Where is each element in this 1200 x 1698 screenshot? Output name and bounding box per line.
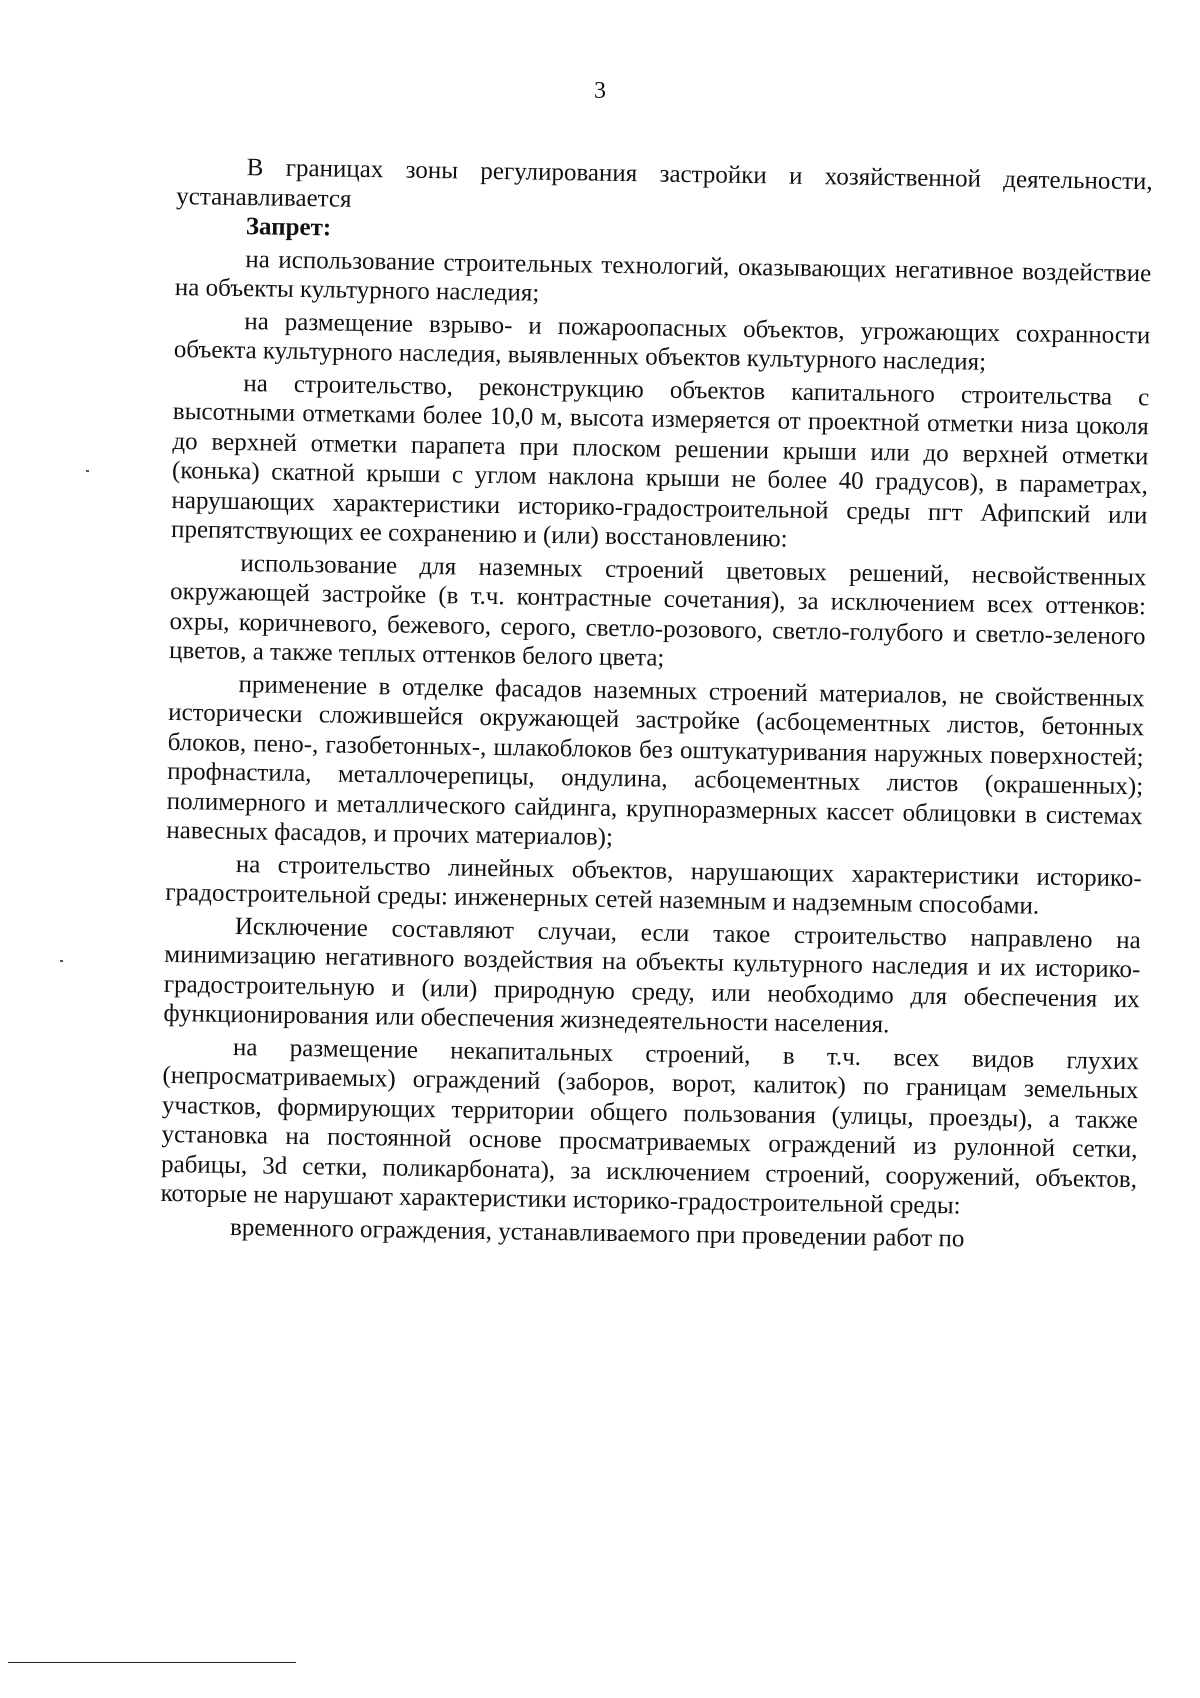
document-body [160, 152, 1153, 1259]
paragraph-temporary-fencing: временного ограждения, устанавливаемого при проведении работ по [229, 1213, 965, 1252]
paragraph-construction-technologies: на использование строительных технологий, оказывающих негативное воздействие на объекты культурного наследия; [174, 245, 1152, 307]
scan-speck [60, 960, 63, 962]
prohibition-heading: Запрет: [245, 213, 332, 242]
paragraph-non-capital-structures: на размещение некапитальных строений, в т.ч. всех видов глухих (непросматриваемых) ограждений (заборов, ворот, калиток) по границам земельных участков, формирующих территории общего пользования (улицы, проезды), а также установка на постоянной основе просматриваемых ограждений из рулонной сетки, рабицы, 3d сетки, поликарбоната), за исключением строений, сооружений, объектов, которые не нарушают характеристики историко-градостроительной среды: [160, 1033, 1140, 1220]
paragraph-exceptions: Исключение составляют случаи, если такое строительство направлено на минимизацию негативного воздействия на объекты культурного наследия и их историко-градостроительную и (или) природную среду, или необходимо для обеспечения их функционирования или обеспечения жизнедеятельности населения. [163, 912, 1141, 1039]
paragraph-color-solutions: использование для наземных строений цветовых решений, несвойственных окружающей застройке (в т.ч. контрастные сочетания), за исключением всех оттенков: охры, коричневого, бежевого, серого, светло-розового, светло-голубого и светло-зеленого цветов, а также теплых оттенков белого цвета; [168, 549, 1147, 672]
paragraph-explosive-objects: на размещение взрыво- и пожароопасных объектов, угрожающих сохранности объекта культурного наследия, выявленных объектов культурного наследия; [173, 307, 1151, 376]
paragraph-height-limits: на строительство, реконструкцию объектов капитального строительства с высотными отметками более 10,0 м, высота измеряется от проектной отметки низа цоколя до верхней отметки парапета при плоском решении крыши или до верхней отметки (конька) скатной крыши с углом наклона крыши не более 40 градусов), в параметрах, нарушающих характеристики историко-градостроительной среды пгт Афипский или препятствующих ее сохранению и (или) восстановлению: [170, 369, 1150, 553]
intro-paragraph: В границах зоны регулирования застройки и хозяйственной деятельности, устанавливается [176, 154, 1153, 213]
page-number: 3 [594, 78, 606, 104]
footnote-rule [8, 1662, 296, 1663]
paragraph-linear-objects: на строительство линейных объектов, нарушающих характеристики историко-градостроительной среды: инженерных сетей наземным и надземным способами. [165, 850, 1142, 920]
scan-speck [86, 470, 89, 472]
paragraph-facade-materials: применение в отделке фасадов наземных строений материалов, не свойственных исторически сложившейся окружающей застройке (асбоцементных листов, бетонных блоков, пено-, газобетонных-, шлакоблоков без оштукатуривания наружных поверхностей; профнастила, металлочерепицы, ондулина, асбоцементных листов (окрашенных); полимерного и металлического сайдинга, крупноразмерных кассет облицовки в системах навесных фасадов, и прочих материалов); [166, 670, 1145, 851]
